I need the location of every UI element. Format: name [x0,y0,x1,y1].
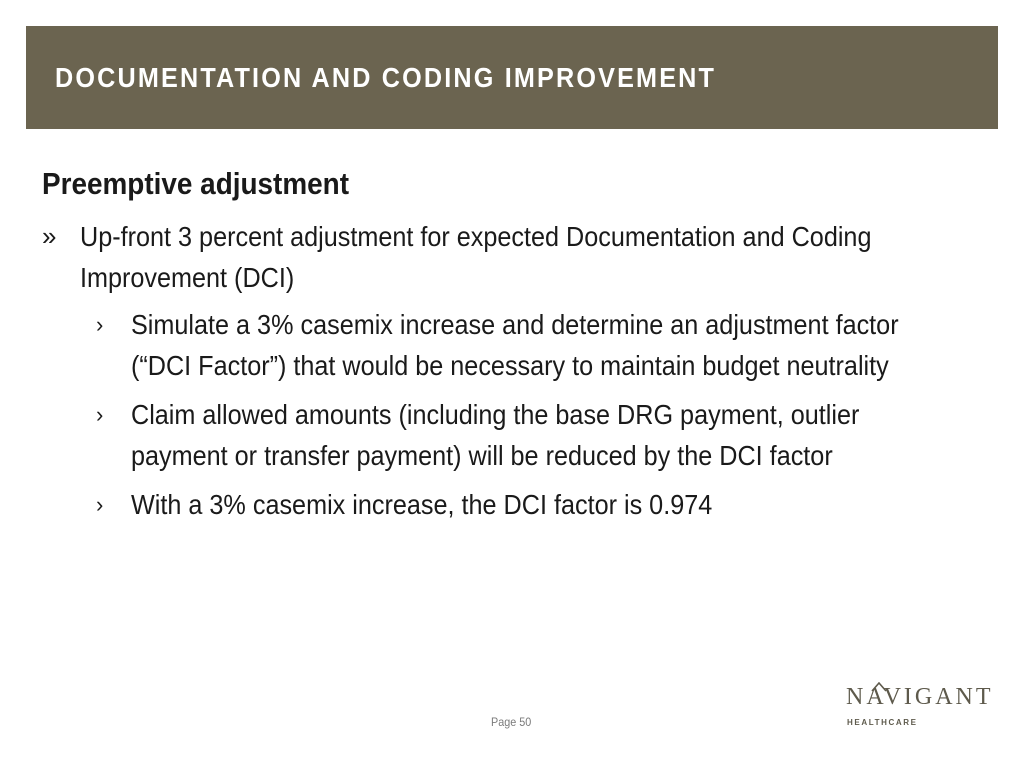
company-logo [846,684,994,730]
sub-bullet-text: With a 3% casemix increase, the DCI factor is 0.974 [131,489,713,520]
sub-bullet-text: Simulate a 3% casemix increase and determine an adjustment factor (“DCI Factor”) that would be necessary to maintain budget neutrality [131,309,899,381]
sub-bullet-list [42,304,982,525]
sub-bullet-marker-icon: › [96,492,104,517]
bullet-item [42,216,982,298]
sub-bullet-item [42,394,982,476]
sub-bullet-item [42,304,982,386]
section-heading: Preemptive adjustment [42,166,349,201]
page-number: Page 50 [491,715,532,729]
logo-subtitle: HEALTHCARE [847,718,918,727]
logo-wordmark: NAVIGANT [846,684,994,710]
bullet-marker-icon: » [42,221,57,251]
slide-title: DOCUMENTATION AND CODING IMPROVEMENT [55,62,717,93]
sub-bullet-marker-icon: › [96,402,104,427]
bullet-text: Up-front 3 percent adjustment for expected Documentation and Coding Improvement (DCI) [80,221,872,293]
header-band [26,26,998,129]
slide-content [42,162,982,533]
sub-bullet-marker-icon: › [96,312,104,337]
sub-bullet-text: Claim allowed amounts (including the base DRG payment, outlier payment or transfer payment) will be reduced by the DCI factor [131,399,860,471]
sub-bullet-item [42,484,982,525]
